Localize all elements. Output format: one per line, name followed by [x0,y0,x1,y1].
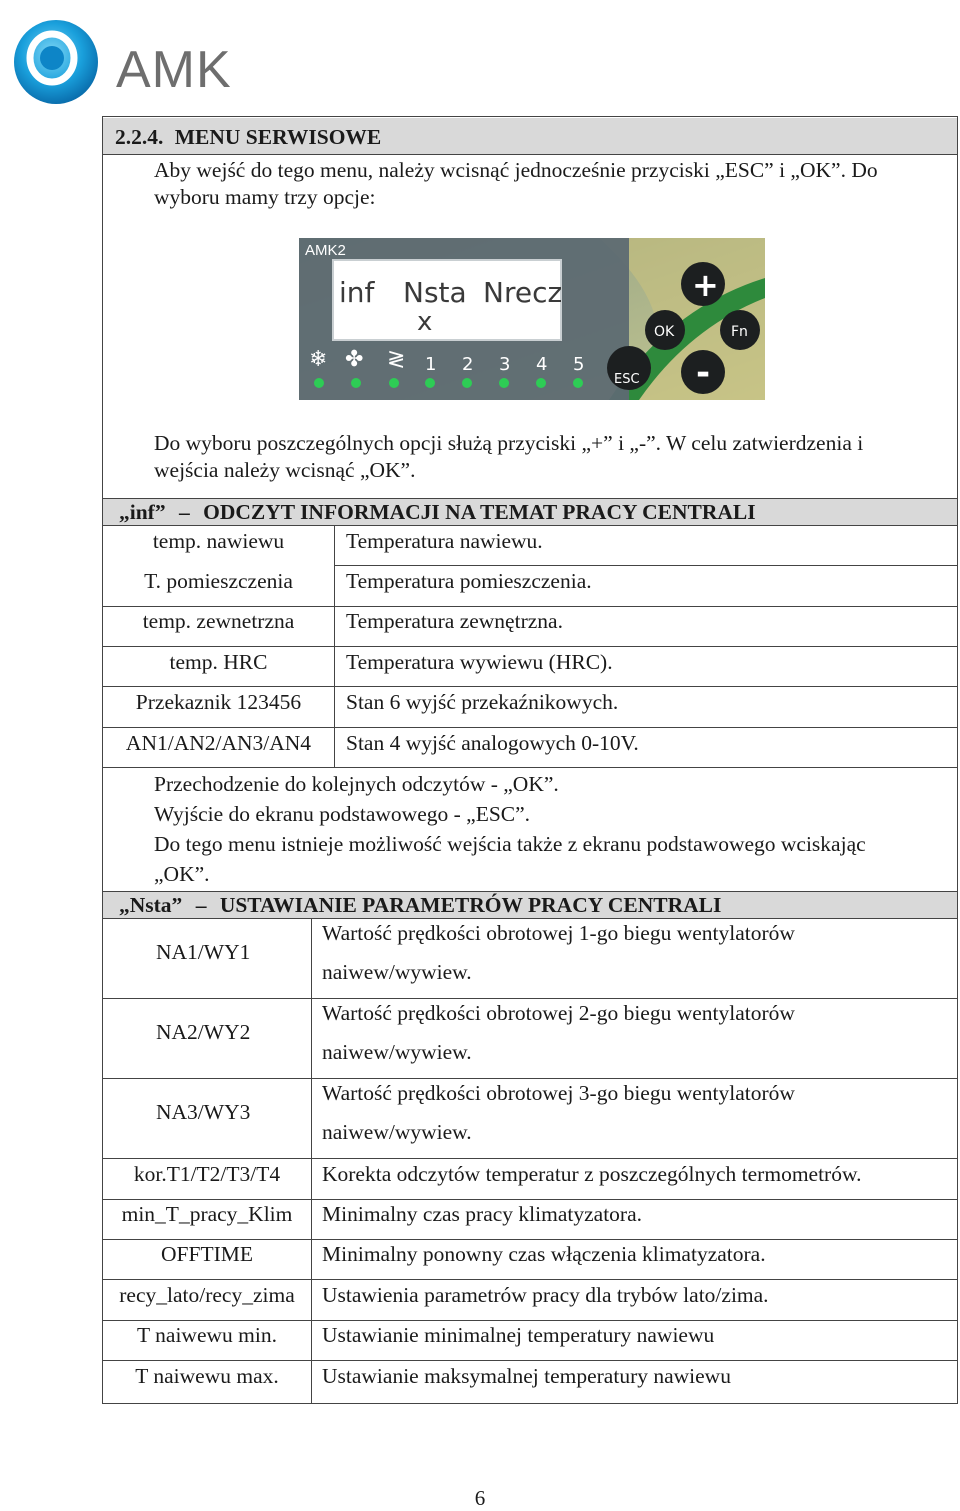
inf-heading [103,499,957,525]
intro-line-1: Aby wejść do tego menu, należy wcisnąć jednocześnie przyciski „ESC” i „OK”. Do [154,158,878,182]
svg-text:❄: ❄ [309,347,328,372]
nsta-row-desc: Wartość prędkości obrotowej 2-go biegu wentylatorów [322,1001,795,1025]
inf-heading-key: „inf” [119,500,166,524]
intro-line-2: wyboru mamy trzy opcje: [154,185,376,209]
section-number: 2.2.4. [115,125,164,149]
nsta-heading [103,892,957,918]
inf-note-1: Przechodzenie do kolejnych odczytów - „OK”. [154,772,559,796]
inf-row-desc: Stan 6 wyjść przekaźnikowych. [346,690,619,714]
indicator-3-label: 3 [499,354,511,375]
fan-icon [345,347,363,372]
inf-row-desc: Temperatura wywiewu (HRC). [346,650,613,674]
nsta-row-name: min_T_pracy_Klim [121,1202,293,1226]
inf-note-4: „OK”. [154,862,210,886]
nsta-row-desc: Ustawienia parametrów pracy dla trybów lato/zima. [322,1283,769,1307]
indicator-2-label: 2 [462,354,474,375]
display-cursor: x [417,307,433,337]
nsta-row-desc-cont: naiwew/wywiew. [322,1120,472,1144]
svg-text:OK: OK [654,324,675,340]
panel-label: AMK2 [305,242,346,259]
inf-note-3: Do tego menu istnieje możliwość wejścia także z ekranu podstawowego wciskając [154,832,866,856]
nsta-row-desc: Ustawianie minimalnej temperatury nawiewu [322,1323,715,1347]
nsta-row-name: NA3/WY3 [156,1100,251,1124]
section-title [103,118,957,154]
select-text-line-2: wejścia należy wcisnąć „OK”. [154,458,416,482]
inf-row-desc: Stan 4 wyjść analogowych 0-10V. [346,731,639,755]
section-title-text: MENU SERWISOWE [174,125,382,149]
inf-heading-dash: – [178,500,190,524]
inf-row-name: AN1/AN2/AN3/AN4 [125,731,312,755]
amk-logo [8,18,232,108]
inf-row-name: temp. HRC [169,650,268,674]
inf-row-desc: Temperatura pomieszczenia. [346,569,592,593]
nsta-row-desc: Korekta odczytów temperatur z poszczególnych termometrów. [322,1162,862,1186]
nsta-row-name: NA2/WY2 [156,1020,251,1044]
inf-row-name: T. pomieszczenia [144,569,293,593]
inf-row-name: temp. nawiewu [152,529,285,553]
display-option-inf: inf [339,276,375,309]
nsta-row-name: NA1/WY1 [156,940,251,964]
select-text-line-1: Do wyboru poszczególnych opcji służą przyciski „+” i „-”. W celu zatwierdzenia i [154,431,864,455]
inf-row-name: temp. zewnetrzna [142,609,295,633]
inf-note-2: Wyjście do ekranu podstawowego - „ESC”. [154,802,531,826]
nsta-row-name: kor.T1/T2/T3/T4 [133,1162,281,1186]
nsta-heading-dash: – [195,893,207,917]
svg-text:Fn: Fn [731,324,748,340]
inf-row-name: Przekaznik 123456 [135,690,302,714]
logo-mark-icon [8,18,108,108]
display-option-nsta: Nsta [403,276,467,309]
control-panel-image [299,238,765,400]
svg-text:ESC: ESC [614,372,640,387]
nsta-row-desc-cont: naiwew/wywiew. [322,960,472,984]
svg-text:-: - [696,353,711,393]
nsta-row-desc-cont: naiwew/wywiew. [322,1040,472,1064]
nsta-row-desc: Wartość prędkości obrotowej 3-go biegu wentylatorów [322,1081,795,1105]
indicator-1-label: 1 [425,354,437,375]
page-number: 6 [474,1486,486,1510]
nsta-row-desc: Wartość prędkości obrotowej 1-go biegu wentylatorów [322,921,795,945]
nsta-row-name: T naiwewu min. [137,1323,277,1347]
nsta-heading-text: USTAWIANIE PARAMETRÓW PRACY CENTRALI [219,893,722,917]
nsta-row-desc: Minimalny ponowny czas włączenia klimatyzatora. [322,1242,766,1266]
svg-text:≷: ≷ [387,347,406,372]
nsta-row-name: recy_lato/recy_zima [119,1283,295,1307]
brand-name: AMK [116,41,232,99]
svg-text:✤: ✤ [345,347,364,372]
display-option-nrecz: Nrecz [483,276,563,309]
nsta-heading-key: „Nsta” [119,893,183,917]
inf-row-desc: Temperatura zewnętrzna. [346,609,563,633]
snowflake-icon [309,347,327,372]
inf-heading-text: ODCZYT INFORMACJI NA TEMAT PRACY CENTRALI [203,500,756,524]
indicator-5-label: 5 [573,354,585,375]
svg-text:+: + [692,266,719,304]
nsta-row-desc: Ustawianie maksymalnej temperatury nawiewu [322,1364,731,1388]
nsta-row-desc: Minimalny czas pracy klimatyzatora. [322,1202,642,1226]
indicator-4-label: 4 [536,354,548,375]
nsta-row-name: T naiwewu max. [135,1364,279,1388]
nsta-row-name: OFFTIME [161,1242,253,1266]
heater-icon [387,347,405,372]
inf-row-desc: Temperatura nawiewu. [346,529,543,553]
